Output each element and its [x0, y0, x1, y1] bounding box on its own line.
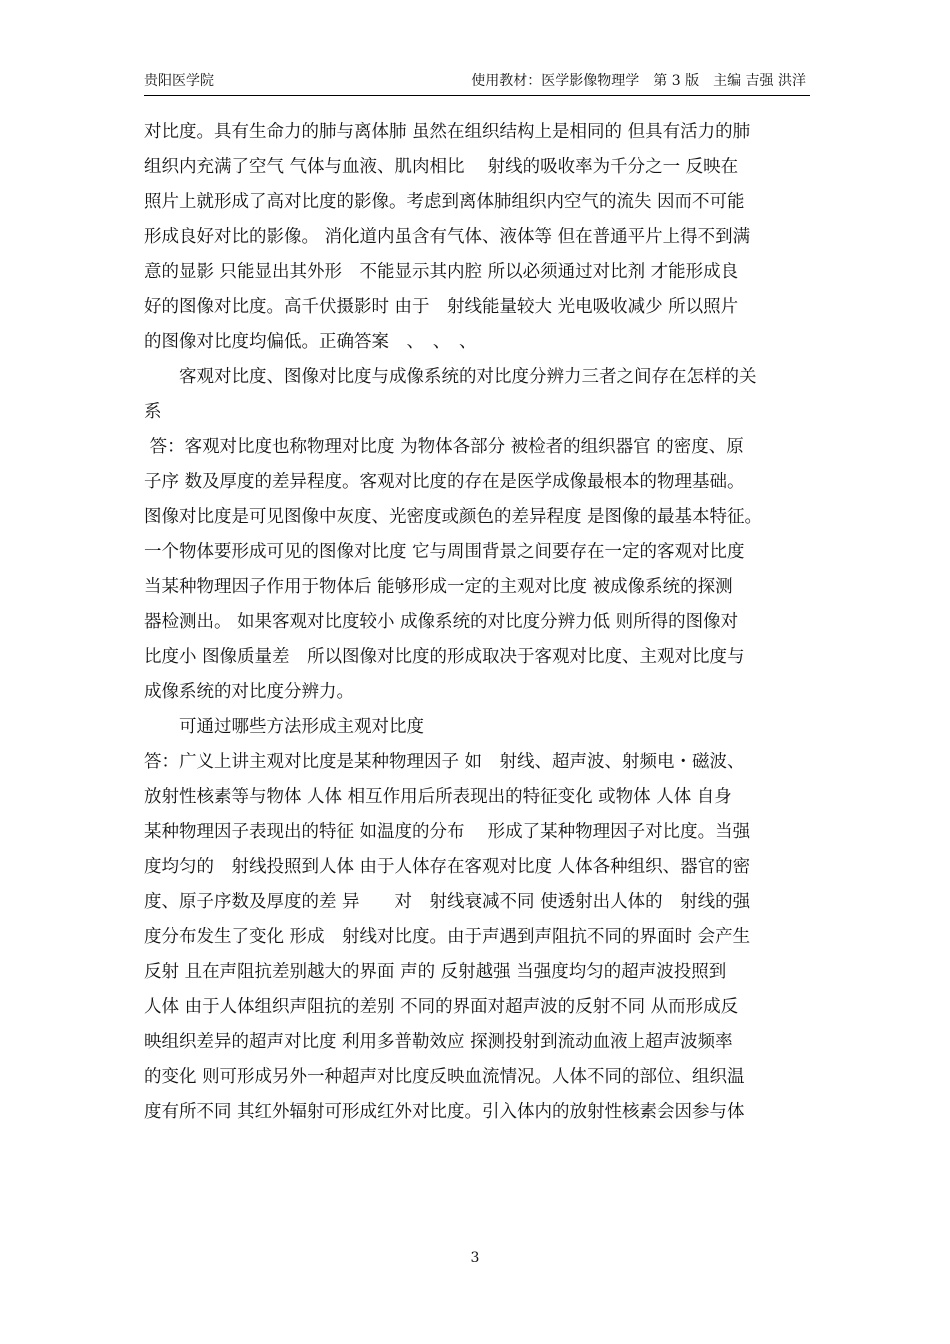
text-line: 当某种物理因子作用于物体后 能够形成一定的主观对比度 被成像系统的探测 [144, 577, 733, 597]
text-line: 形成良好对比的影像。 消化道内虽含有气体、液体等 但在普通平片上得不到满 [144, 227, 751, 247]
answer-line: 答：广义上讲主观对比度是某种物理因子 如 射线、超声波、射频电・磁波、 [144, 752, 745, 772]
page-header [144, 71, 810, 96]
text-line: 对比度。具有生命力的肺与离体肺 虽然在组织结构上是相同的 但具有活力的肺 [144, 122, 751, 142]
text-line: 比度小 图像质量差 所以图像对比度的形成取决于客观对比度、主观对比度与 [144, 647, 745, 667]
text-line: 放射性核素等与物体 人体 相互作用后所表现出的特征变化 或物体 人体 自身 [144, 787, 732, 807]
question-line: 可通过哪些方法形成主观对比度 [144, 717, 424, 737]
text-line: 子序 数及厚度的差异程度。客观对比度的存在是医学成像最根本的物理基础。 [144, 472, 745, 492]
text-line: 好的图像对比度。高千伏摄影时 由于 射线能量较大 光电吸收减少 所以照片 [144, 297, 739, 317]
text-line: 某种物理因子表现出的特征 如温度的分布 形成了某种物理因子对比度。当强 [144, 822, 751, 842]
question-line: 系 [144, 402, 162, 422]
text-line: 图像对比度是可见图像中灰度、光密度或颜色的差异程度 是图像的最基本特征。 [144, 507, 763, 527]
document-body [144, 115, 814, 1130]
text-line: 成像系统的对比度分辨力。 [144, 682, 354, 702]
text-line: 组织内充满了空气 气体与血液、肌肉相比 射线的吸收率为千分之一 反映在 [144, 157, 739, 177]
text-line: 映组织差异的超声对比度 利用多普勒效应 探测投射到流动血液上超声波频率 [144, 1032, 733, 1052]
text-line: 的图像对比度均偏低。正确答案 、 、 、 [144, 332, 477, 352]
text-line: 度分布发生了变化 形成 射线对比度。由于声遇到声阻抗不同的界面时 会产生 [144, 927, 751, 947]
text-line: 反射 且在声阻抗差别越大的界面 声的 反射越强 当强度均匀的超声波投照到 [144, 962, 727, 982]
text-line: 的变化 则可形成另外一种超声对比度反映血流情况。人体不同的部位、组织温 [144, 1067, 745, 1087]
header-textbook-info: 使用教材：医学影像物理学 第 3 版 主编 吉强 洪洋 [471, 73, 806, 89]
header-institution: 贵阳医学院 [144, 73, 214, 89]
text-line: 度、原子序数及厚度的差 异 对 射线衰减不同 使透射出人体的 射线的强 [144, 892, 751, 912]
text-line: 度有所不同 其红外辐射可形成红外对比度。引入体内的放射性核素会因参与体 [144, 1102, 745, 1122]
answer-line: 答：客观对比度也称物理对比度 为物体各部分 被检者的组织器官 的密度、原 [144, 437, 744, 457]
text-line: 人体 由于人体组织声阻抗的差别 不同的界面对超声波的反射不同 从而形成反 [144, 997, 739, 1017]
page-number: 3 [470, 1250, 480, 1266]
text-line: 照片上就形成了高对比度的影像。考虑到离体肺组织内空气的流失 因而不可能 [144, 192, 745, 212]
question-line: 客观对比度、图像对比度与成像系统的对比度分辨力三者之间存在怎样的关 [144, 367, 757, 387]
text-line: 意的显影 只能显出其外形 不能显示其内腔 所以必须通过对比剂 才能形成良 [144, 262, 739, 282]
text-line: 一个物体要形成可见的图像对比度 它与周围背景之间要存在一定的客观对比度 [144, 542, 745, 562]
text-line: 度均匀的 射线投照到人体 由于人体存在客观对比度 人体各种组织、器官的密 [144, 857, 751, 877]
text-line: 器检测出。 如果客观对比度较小 成像系统的对比度分辨力低 则所得的图像对 [144, 612, 739, 632]
